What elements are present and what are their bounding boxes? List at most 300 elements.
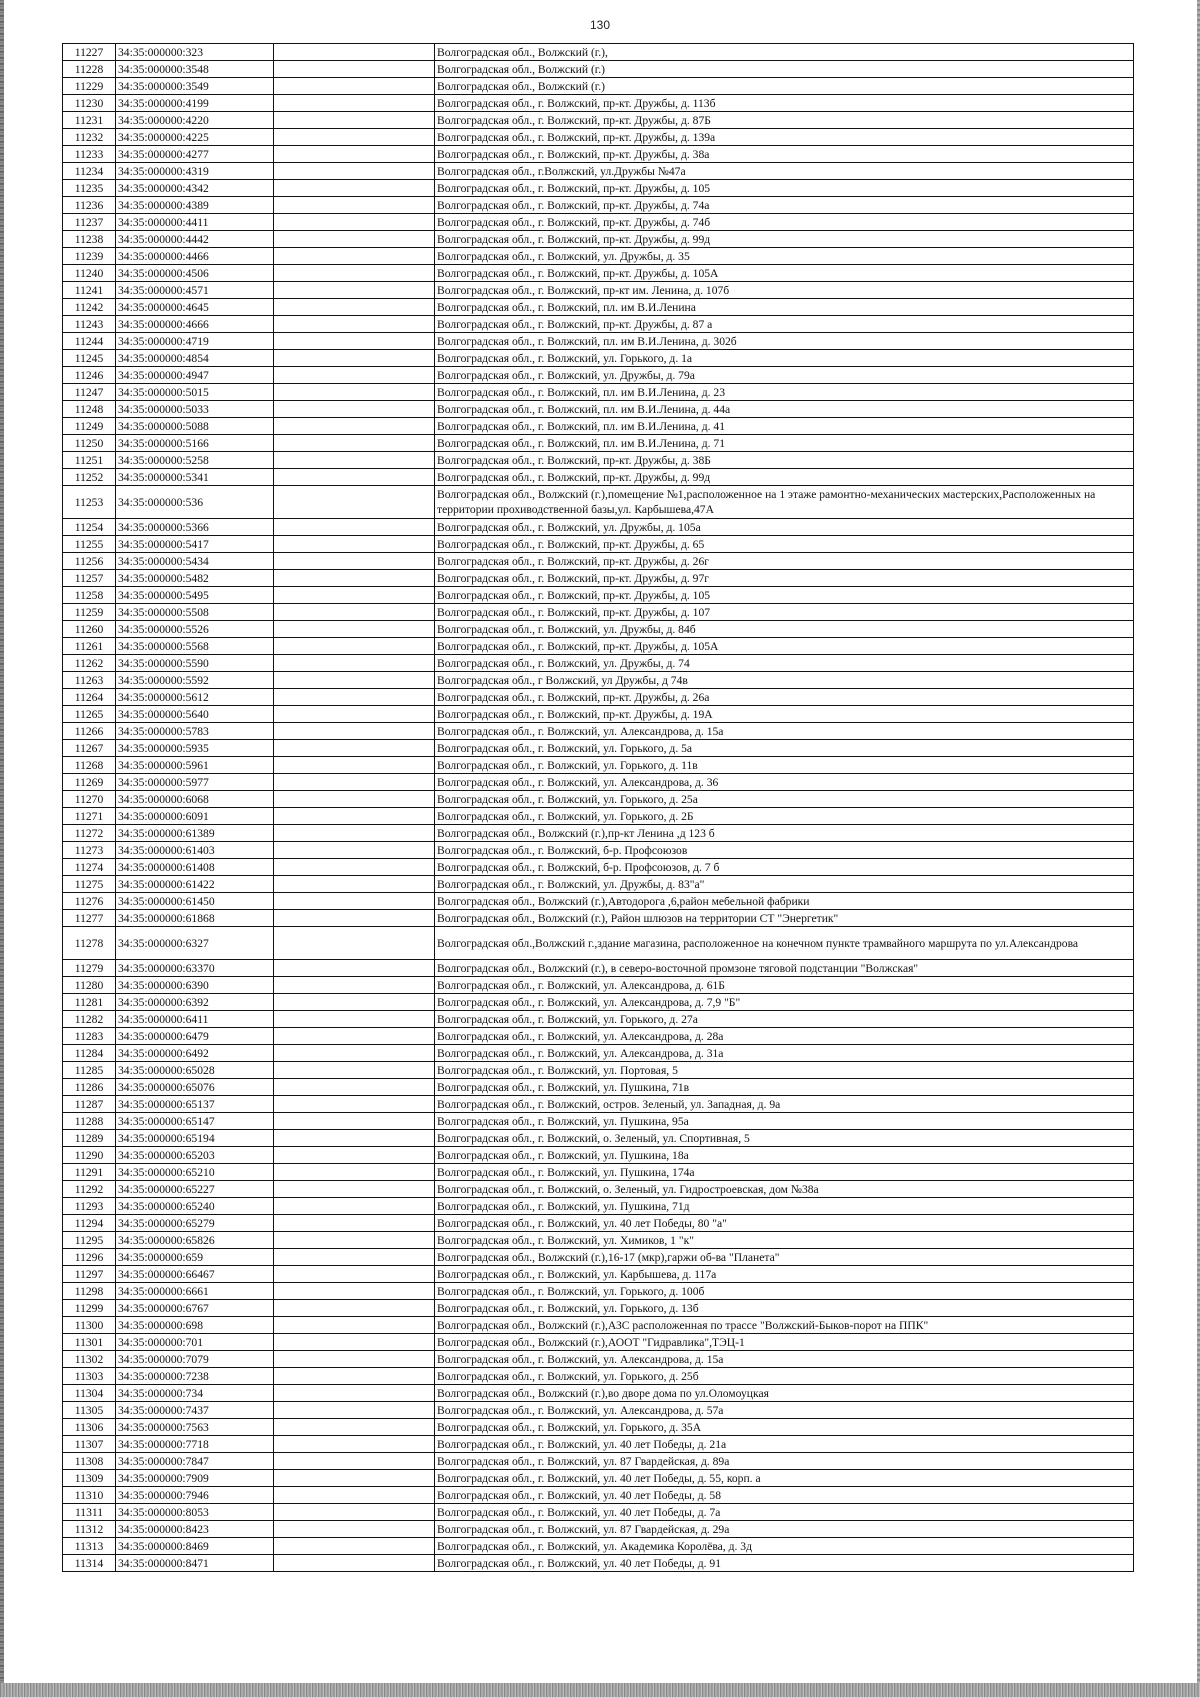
address-cell: Волгоградская обл., Волжский (г.), в северо-восточной промзоне тяговой подстанции "Волжская" [435,960,1134,977]
cadastral-number-cell: 34:35:000000:8053 [116,1504,274,1521]
table-row [63,536,1134,553]
cadastral-number-cell: 34:35:000000:5612 [116,689,274,706]
table-row [63,587,1134,604]
cadastral-number-cell: 34:35:000000:6068 [116,791,274,808]
address-cell: Волгоградская обл., г. Волжский, пл. им В.И.Ленина, д. 44а [435,401,1134,418]
empty-cell [274,401,435,418]
address-cell: Волгоградская обл., г. Волжский, ул. Горького, д. 25б [435,1368,1134,1385]
address-cell: Волгоградская обл., г. Волжский, ул. 87 Гвардейская, д. 89а [435,1453,1134,1470]
table-row [63,570,1134,587]
cadastral-number-cell: 34:35:000000:5417 [116,536,274,553]
empty-cell [274,1368,435,1385]
address-cell: Волгоградская обл., г. Волжский, ул. 40 лет Победы, д. 58 [435,1487,1134,1504]
table-row [63,740,1134,757]
row-number-cell: 11308 [63,1453,116,1470]
row-number-cell: 11313 [63,1538,116,1555]
row-number-cell: 11231 [63,112,116,129]
cadastral-number-cell: 34:35:000000:5526 [116,621,274,638]
row-number-cell: 11255 [63,536,116,553]
empty-cell [274,1147,435,1164]
row-number-cell: 11253 [63,486,116,519]
address-cell: Волгоградская обл., г. Волжский, ул. 87 Гвардейская, д. 29а [435,1521,1134,1538]
cadastral-number-cell: 34:35:000000:61422 [116,876,274,893]
row-number-cell: 11239 [63,248,116,265]
table-row [63,1385,1134,1402]
table-row [63,604,1134,621]
table-row [63,1402,1134,1419]
empty-cell [274,706,435,723]
cadastral-number-cell: 34:35:000000:4389 [116,197,274,214]
table-row [63,350,1134,367]
table-row [63,1351,1134,1368]
address-cell: Волгоградская обл., г. Волжский, пл. им В.И.Ленина, д. 302б [435,333,1134,350]
address-cell: Волгоградская обл., г. Волжский, пр-кт. Дружбы, д. 105А [435,638,1134,655]
row-number-cell: 11227 [63,44,116,61]
cadastral-number-cell: 34:35:000000:4220 [116,112,274,129]
row-number-cell: 11304 [63,1385,116,1402]
empty-cell [274,621,435,638]
empty-cell [274,1317,435,1334]
table-row [63,876,1134,893]
empty-cell [274,180,435,197]
row-number-cell: 11262 [63,655,116,672]
table-row [63,723,1134,740]
table-row [63,977,1134,994]
row-number-cell: 11280 [63,977,116,994]
row-number-cell: 11230 [63,95,116,112]
address-cell: Волгоградская обл., г. Волжский, ул. Горького, д. 13б [435,1300,1134,1317]
table-row [63,61,1134,78]
table-row [63,893,1134,910]
address-cell: Волгоградская обл., г. Волжский, ул. Академика Королёва, д. 3д [435,1538,1134,1555]
cadastral-number-cell: 34:35:000000:4854 [116,350,274,367]
table-row [63,452,1134,469]
row-number-cell: 11306 [63,1419,116,1436]
empty-cell [274,910,435,927]
address-cell: Волгоградская обл., г. Волжский, пр-кт. Дружбы, д. 139а [435,129,1134,146]
cadastral-number-cell: 34:35:000000:5482 [116,570,274,587]
row-number-cell: 11254 [63,519,116,536]
row-number-cell: 11275 [63,876,116,893]
cadastral-number-cell: 34:35:000000:65137 [116,1096,274,1113]
table-row [63,1436,1134,1453]
table-row [63,1419,1134,1436]
address-cell: Волгоградская обл., г. Волжский, ул. Пушкина, 174а [435,1164,1134,1181]
empty-cell [274,1266,435,1283]
table-row [63,1504,1134,1521]
row-number-cell: 11245 [63,350,116,367]
empty-cell [274,536,435,553]
cadastral-number-cell: 34:35:000000:65076 [116,1079,274,1096]
address-cell: Волгоградская обл., г. Волжский, пр-кт. Дружбы, д. 105А [435,265,1134,282]
row-number-cell: 11248 [63,401,116,418]
cadastral-number-cell: 34:35:000000:5434 [116,553,274,570]
address-cell: Волгоградская обл., г. Волжский, пр-кт. Дружбы, д. 87 а [435,316,1134,333]
empty-cell [274,1079,435,1096]
table-row [63,367,1134,384]
cadastral-number-cell: 34:35:000000:6411 [116,1011,274,1028]
cadastral-number-cell: 34:35:000000:5508 [116,604,274,621]
table-row [63,1198,1134,1215]
empty-cell [274,1419,435,1436]
address-cell: Волгоградская обл., г. Волжский, пл. им В.И.Ленина [435,299,1134,316]
empty-cell [274,1249,435,1266]
address-cell: Волгоградская обл., г. Волжский, пр-кт. Дружбы, д. 105 [435,587,1134,604]
address-cell: Волгоградская обл., г. Волжский, ул. Александрова, д. 36 [435,774,1134,791]
cadastral-number-cell: 34:35:000000:66467 [116,1266,274,1283]
empty-cell [274,1555,435,1572]
table-row [63,1283,1134,1300]
cadastral-number-cell: 34:35:000000:701 [116,1334,274,1351]
address-cell: Волгоградская обл., г. Волжский, б-р. Профсоюзов [435,842,1134,859]
empty-cell [274,1164,435,1181]
empty-cell [274,519,435,536]
row-number-cell: 11244 [63,333,116,350]
row-number-cell: 11246 [63,367,116,384]
cadastral-number-cell: 34:35:000000:61403 [116,842,274,859]
row-number-cell: 11249 [63,418,116,435]
empty-cell [274,1011,435,1028]
row-number-cell: 11314 [63,1555,116,1572]
table-row [63,197,1134,214]
table-row [63,553,1134,570]
empty-cell [274,876,435,893]
scan-edge-left [0,0,4,1697]
cadastral-number-cell: 34:35:000000:6767 [116,1300,274,1317]
address-cell: Волгоградская обл., г. Волжский, ул. Дружбы, д. 74 [435,655,1134,672]
empty-cell [274,163,435,180]
row-number-cell: 11289 [63,1130,116,1147]
cadastral-number-cell: 34:35:000000:4666 [116,316,274,333]
address-cell: Волгоградская обл., Волжский (г.) [435,78,1134,95]
address-cell: Волгоградская обл., г. Волжский, ул. Пушкина, 18а [435,1147,1134,1164]
empty-cell [274,61,435,78]
row-number-cell: 11307 [63,1436,116,1453]
row-number-cell: 11303 [63,1368,116,1385]
empty-cell [274,1538,435,1555]
cadastral-number-cell: 34:35:000000:5568 [116,638,274,655]
address-cell: Волгоградская обл., г. Волжский, ул. Александрова, д. 15а [435,723,1134,740]
row-number-cell: 11237 [63,214,116,231]
cadastral-number-cell: 34:35:000000:7238 [116,1368,274,1385]
empty-cell [274,689,435,706]
empty-cell [274,418,435,435]
address-cell: Волгоградская обл., г. Волжский, пл. им В.И.Ленина, д. 71 [435,435,1134,452]
address-cell: Волгоградская обл., г. Волжский, пр-кт. Дружбы, д. 74а [435,197,1134,214]
empty-cell [274,859,435,876]
address-cell: Волгоградская обл., г. Волжский, ул. Пушкина, 71в [435,1079,1134,1096]
empty-cell [274,1402,435,1419]
registry-table [62,43,1134,1572]
row-number-cell: 11247 [63,384,116,401]
cadastral-number-cell: 34:35:000000:6479 [116,1028,274,1045]
table-row [63,1266,1134,1283]
row-number-cell: 11302 [63,1351,116,1368]
address-cell: Волгоградская обл., г. Волжский, о. Зеленый, ул. Спортивная, 5 [435,1130,1134,1147]
row-number-cell: 11271 [63,808,116,825]
row-number-cell: 11295 [63,1232,116,1249]
table-row [63,1453,1134,1470]
empty-cell [274,316,435,333]
row-number-cell: 11238 [63,231,116,248]
table-row [63,1113,1134,1130]
table-row [63,214,1134,231]
cadastral-number-cell: 34:35:000000:65194 [116,1130,274,1147]
cadastral-number-cell: 34:35:000000:7946 [116,1487,274,1504]
cadastral-number-cell: 34:35:000000:659 [116,1249,274,1266]
address-cell: Волгоградская обл., г. Волжский, пр-кт. Дружбы, д. 113б [435,95,1134,112]
row-number-cell: 11228 [63,61,116,78]
empty-cell [274,1283,435,1300]
cadastral-number-cell: 34:35:000000:734 [116,1385,274,1402]
empty-cell [274,553,435,570]
table-row [63,1521,1134,1538]
row-number-cell: 11263 [63,672,116,689]
address-cell: Волгоградская обл., г. Волжский, ул. Карбышева, д. 117а [435,1266,1134,1283]
table-row [63,231,1134,248]
address-cell: Волгоградская обл., г. Волжский, пр-кт. Дружбы, д. 74б [435,214,1134,231]
cadastral-number-cell: 34:35:000000:61389 [116,825,274,842]
address-cell: Волгоградская обл., Волжский (г.),АЗС расположенная по трассе "Волжский-Быков-порот на ППК" [435,1317,1134,1334]
empty-cell [274,1096,435,1113]
table-row [63,78,1134,95]
address-cell: Волгоградская обл., г.Волжский, ул.Дружбы №47а [435,163,1134,180]
empty-cell [274,757,435,774]
address-cell: Волгоградская обл.,Волжский г.,здание магазина, расположенное на конечном пункте трамвайного маршрута по ул.Александрова [435,927,1134,960]
row-number-cell: 11273 [63,842,116,859]
row-number-cell: 11312 [63,1521,116,1538]
row-number-cell: 11269 [63,774,116,791]
empty-cell [274,299,435,316]
table-row [63,1181,1134,1198]
table-row [63,1011,1134,1028]
row-number-cell: 11290 [63,1147,116,1164]
address-cell: Волгоградская обл., Волжский (г.),Автодорога ,6,район мебельной фабрики [435,893,1134,910]
cadastral-number-cell: 34:35:000000:4342 [116,180,274,197]
empty-cell [274,44,435,61]
address-cell: Волгоградская обл., г. Волжский, ул. Дружбы, д. 79а [435,367,1134,384]
empty-cell [274,1062,435,1079]
table-row [63,1555,1134,1572]
row-number-cell: 11257 [63,570,116,587]
row-number-cell: 11310 [63,1487,116,1504]
cadastral-number-cell: 34:35:000000:8471 [116,1555,274,1572]
table-row [63,1232,1134,1249]
address-cell: Волгоградская обл., г. Волжский, ул. Горького, д. 1а [435,350,1134,367]
address-cell: Волгоградская обл., г. Волжский, пр-кт. Дружбы, д. 65 [435,536,1134,553]
table-row [63,689,1134,706]
cadastral-number-cell: 34:35:000000:7847 [116,1453,274,1470]
empty-cell [274,129,435,146]
cadastral-number-cell: 34:35:000000:5935 [116,740,274,757]
empty-cell [274,1215,435,1232]
table-row [63,774,1134,791]
empty-cell [274,248,435,265]
address-cell: Волгоградская обл., г. Волжский, ул. Горького, д. 5а [435,740,1134,757]
row-number-cell: 11309 [63,1470,116,1487]
row-number-cell: 11234 [63,163,116,180]
table-row [63,299,1134,316]
address-cell: Волгоградская обл., г. Волжский, ул. Горького, д. 25а [435,791,1134,808]
table-row [63,1045,1134,1062]
row-number-cell: 11243 [63,316,116,333]
address-cell: Волгоградская обл., г. Волжский, ул. Пушкина, 95а [435,1113,1134,1130]
address-cell: Волгоградская обл., г. Волжский, пл. им В.И.Ленина, д. 23 [435,384,1134,401]
cadastral-number-cell: 34:35:000000:65826 [116,1232,274,1249]
table-row [63,1317,1134,1334]
table-row [63,706,1134,723]
address-cell: Волгоградская обл., Волжский (г.),АООТ "Гидравлика",ТЭЦ-1 [435,1334,1134,1351]
cadastral-number-cell: 34:35:000000:3548 [116,61,274,78]
cadastral-number-cell: 34:35:000000:7909 [116,1470,274,1487]
row-number-cell: 11285 [63,1062,116,1079]
empty-cell [274,265,435,282]
cadastral-number-cell: 34:35:000000:65227 [116,1181,274,1198]
row-number-cell: 11294 [63,1215,116,1232]
empty-cell [274,1334,435,1351]
empty-cell [274,1181,435,1198]
cadastral-number-cell: 34:35:000000:6392 [116,994,274,1011]
table-row [63,638,1134,655]
address-cell: Волгоградская обл., г. Волжский, пр-кт. Дружбы, д. 107 [435,604,1134,621]
cadastral-number-cell: 34:35:000000:5258 [116,452,274,469]
table-row [63,791,1134,808]
cadastral-number-cell: 34:35:000000:65279 [116,1215,274,1232]
address-cell: Волгоградская обл., г. Волжский, ул. Александрова, д. 15а [435,1351,1134,1368]
scan-edge-bottom [0,1683,1200,1697]
row-number-cell: 11297 [63,1266,116,1283]
address-cell: Волгоградская обл., г. Волжский, ул. Александрова, д. 31а [435,1045,1134,1062]
empty-cell [274,977,435,994]
empty-cell [274,1504,435,1521]
table-row [63,519,1134,536]
row-number-cell: 11268 [63,757,116,774]
cadastral-number-cell: 34:35:000000:6492 [116,1045,274,1062]
address-cell: Волгоградская обл., г. Волжский, ул. Химиков, 1 "к" [435,1232,1134,1249]
row-number-cell: 11277 [63,910,116,927]
empty-cell [274,231,435,248]
address-cell: Волгоградская обл., г Волжский, ул Дружбы, д 74в [435,672,1134,689]
cadastral-number-cell: 34:35:000000:4571 [116,282,274,299]
table-row [63,384,1134,401]
table-row [63,1334,1134,1351]
address-cell: Волгоградская обл., г. Волжский, пр-кт. Дружбы, д. 87Б [435,112,1134,129]
row-number-cell: 11292 [63,1181,116,1198]
row-number-cell: 11242 [63,299,116,316]
table-row [63,44,1134,61]
row-number-cell: 11287 [63,1096,116,1113]
empty-cell [274,672,435,689]
table-row [63,1028,1134,1045]
table-row [63,621,1134,638]
row-number-cell: 11252 [63,469,116,486]
address-cell: Волгоградская обл., г. Волжский, ул. Пушкина, 71д [435,1198,1134,1215]
row-number-cell: 11240 [63,265,116,282]
cadastral-number-cell: 34:35:000000:65210 [116,1164,274,1181]
empty-cell [274,1045,435,1062]
empty-cell [274,791,435,808]
address-cell: Волгоградская обл., г. Волжский, б-р. Профсоюзов, д. 7 б [435,859,1134,876]
cadastral-number-cell: 34:35:000000:5783 [116,723,274,740]
row-number-cell: 11286 [63,1079,116,1096]
cadastral-number-cell: 34:35:000000:8423 [116,1521,274,1538]
table-row [63,1096,1134,1113]
empty-cell [274,112,435,129]
address-cell: Волгоградская обл., г. Волжский, ул. Александрова, д. 57а [435,1402,1134,1419]
address-cell: Волгоградская обл., г. Волжский, пр-кт. Дружбы, д. 38а [435,146,1134,163]
row-number-cell: 11283 [63,1028,116,1045]
cadastral-number-cell: 34:35:000000:4506 [116,265,274,282]
row-number-cell: 11264 [63,689,116,706]
address-cell: Волгоградская обл., Волжский (г.),пр-кт Ленина ,д 123 б [435,825,1134,842]
cadastral-number-cell: 34:35:000000:6327 [116,927,274,960]
empty-cell [274,774,435,791]
address-cell: Волгоградская обл., г. Волжский, ул. Горького, д. 35А [435,1419,1134,1436]
table-row [63,1130,1134,1147]
empty-cell [274,1130,435,1147]
address-cell: Волгоградская обл., г. Волжский, пр-кт. Дружбы, д. 97г [435,570,1134,587]
row-number-cell: 11301 [63,1334,116,1351]
empty-cell [274,214,435,231]
empty-cell [274,384,435,401]
empty-cell [274,1521,435,1538]
row-number-cell: 11298 [63,1283,116,1300]
cadastral-number-cell: 34:35:000000:7079 [116,1351,274,1368]
cadastral-number-cell: 34:35:000000:5590 [116,655,274,672]
empty-cell [274,282,435,299]
empty-cell [274,808,435,825]
cadastral-number-cell: 34:35:000000:5366 [116,519,274,536]
address-cell: Волгоградская обл., г. Волжский, пл. им В.И.Ленина, д. 41 [435,418,1134,435]
cadastral-number-cell: 34:35:000000:5592 [116,672,274,689]
cadastral-number-cell: 34:35:000000:5961 [116,757,274,774]
cadastral-number-cell: 34:35:000000:4199 [116,95,274,112]
table-row [63,927,1134,960]
row-number-cell: 11300 [63,1317,116,1334]
empty-cell [274,95,435,112]
cadastral-number-cell: 34:35:000000:4319 [116,163,274,180]
cadastral-number-cell: 34:35:000000:61450 [116,893,274,910]
cadastral-number-cell: 34:35:000000:323 [116,44,274,61]
table-row [63,1062,1134,1079]
row-number-cell: 11251 [63,452,116,469]
address-cell: Волгоградская обл., г. Волжский, остров. Зеленый, ул. Западная, д. 9а [435,1096,1134,1113]
empty-cell [274,1351,435,1368]
address-cell: Волгоградская обл., Волжский (г.),помещение №1,расположенное на 1 этаже рамонтно-механических мастерских,Расположенных на территории прохиводственной базы,ул. Карбышева,47А [435,486,1134,519]
cadastral-number-cell: 34:35:000000:4947 [116,367,274,384]
table-row [63,672,1134,689]
address-cell: Волгоградская обл., г. Волжский, пр-кт. Дружбы, д. 105 [435,180,1134,197]
row-number-cell: 11267 [63,740,116,757]
address-cell: Волгоградская обл., г. Волжский, ул. 40 лет Победы, д. 91 [435,1555,1134,1572]
table-row [63,112,1134,129]
row-number-cell: 11296 [63,1249,116,1266]
empty-cell [274,842,435,859]
address-cell: Волгоградская обл., г. Волжский, ул. Горького, д. 11в [435,757,1134,774]
row-number-cell: 11229 [63,78,116,95]
empty-cell [274,825,435,842]
table-row [63,248,1134,265]
table-row [63,1368,1134,1385]
table-row [63,469,1134,486]
table-row [63,418,1134,435]
row-number-cell: 11270 [63,791,116,808]
table-row [63,435,1134,452]
cadastral-number-cell: 34:35:000000:4645 [116,299,274,316]
empty-cell [274,655,435,672]
cadastral-number-cell: 34:35:000000:5341 [116,469,274,486]
table-row [63,146,1134,163]
